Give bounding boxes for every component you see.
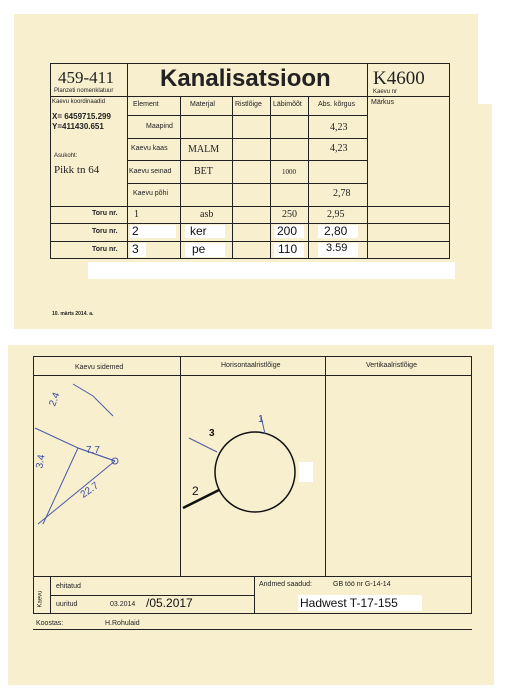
row-material-walls: BET (194, 166, 213, 177)
col-header-abs-height: Abs. kõrgus (318, 101, 355, 108)
pipe-1-height: 2,95 (327, 209, 345, 220)
compiled-label: Koostas: (36, 620, 64, 627)
pipe-label-2: Toru nr. (92, 228, 118, 235)
row-height-ground: 4,23 (330, 122, 348, 133)
nomenclature-label: Planzeti nomenklatuur (54, 88, 114, 94)
coord-y: Y=411430.651 (52, 122, 104, 131)
pipe-mark-1: 1 (258, 414, 264, 425)
row-diameter-walls: 1000 (282, 168, 296, 176)
section-connections: Kaevu sidemed (75, 364, 124, 371)
conn-label-1: 2.4 (47, 391, 63, 408)
pipe-3-diameter: 110 (278, 242, 298, 256)
section-horizontal: Horisontaalristlõige (221, 362, 281, 369)
col-header-cross-section: Ristlõige (235, 101, 262, 108)
surveyed-value: 03.2014 (110, 601, 136, 608)
conn-label-3: 3.4 (34, 453, 48, 470)
row-element-bottom: Kaevu põhi (133, 190, 169, 197)
well-id-label: Kaevu nr (373, 89, 398, 95)
conn-label-2: 7.7 (86, 445, 100, 456)
redaction-bar (88, 262, 455, 279)
row-height-lid: 4,23 (330, 143, 348, 154)
pipe-2-material: ker (190, 224, 207, 238)
data-label: Andmed saadud: (259, 581, 312, 588)
page-title: Kanalisatsioon (160, 65, 331, 92)
bottom-sheet-cut (8, 329, 494, 345)
pipe-3-height: 3.59 (326, 242, 348, 254)
pipe-3-material: pe (192, 242, 206, 256)
pipe-2-nr: 2 (132, 224, 139, 238)
pipe-1-material: asb (200, 209, 214, 220)
date-top: 10. märts 2014. a. (52, 311, 94, 317)
section-vertical: Vertikaalristlõige (366, 362, 417, 369)
conn-label-4: 22.7 (78, 480, 101, 501)
location-value: Pikk tn 64 (54, 164, 100, 176)
pipe-mark-3: 3 (209, 428, 215, 439)
data-value: GB töö nr G-14-14 (333, 581, 391, 588)
pipe-mark-2: 2 (192, 484, 199, 498)
col-header-material: Materjal (190, 101, 215, 108)
pipe-2-height: 2,80 (324, 224, 348, 238)
row-material-lid: MALM (188, 144, 220, 155)
row-element-ground: Maapind (146, 123, 173, 130)
hadwest-ref: Hadwest T-17-155 (300, 596, 398, 610)
horizontal-sketch (181, 376, 325, 576)
pipe-2-diameter: 200 (277, 224, 298, 238)
top-sheet-notch (478, 14, 492, 104)
pipe-1-diameter: 250 (282, 209, 297, 220)
pipe-label-3: Toru nr. (92, 246, 118, 253)
built-label: ehitatud (56, 583, 81, 590)
row-element-walls: Kaevu seinad (129, 168, 172, 175)
row-element-lid: Kaevu kaas (131, 145, 168, 152)
footer-side-label: Kaevu (37, 590, 44, 608)
coord-x: X= 6459715.299 (52, 112, 111, 121)
well-id: K4600 (373, 68, 425, 89)
col-header-remarks: Märkus (371, 99, 394, 106)
surveyed-hand: /05.2017 (146, 596, 193, 610)
pipe-3-nr: 3 (132, 242, 139, 256)
location-label: Asukoht: (54, 153, 78, 159)
coords-label: Kaevu koordinaadid (52, 99, 106, 105)
surveyed-label: uuritud (56, 601, 78, 608)
col-header-diameter: Läbimõõt (273, 101, 302, 108)
pipe-1-nr: 1 (134, 209, 139, 220)
row-height-bottom: 2,78 (333, 188, 351, 199)
pipe-label-1: Toru nr. (92, 210, 118, 217)
compiled-value: H.Rohulaid (105, 620, 140, 627)
col-header-element: Element (133, 101, 159, 108)
nomenclature-value: 459-411 (58, 68, 115, 87)
